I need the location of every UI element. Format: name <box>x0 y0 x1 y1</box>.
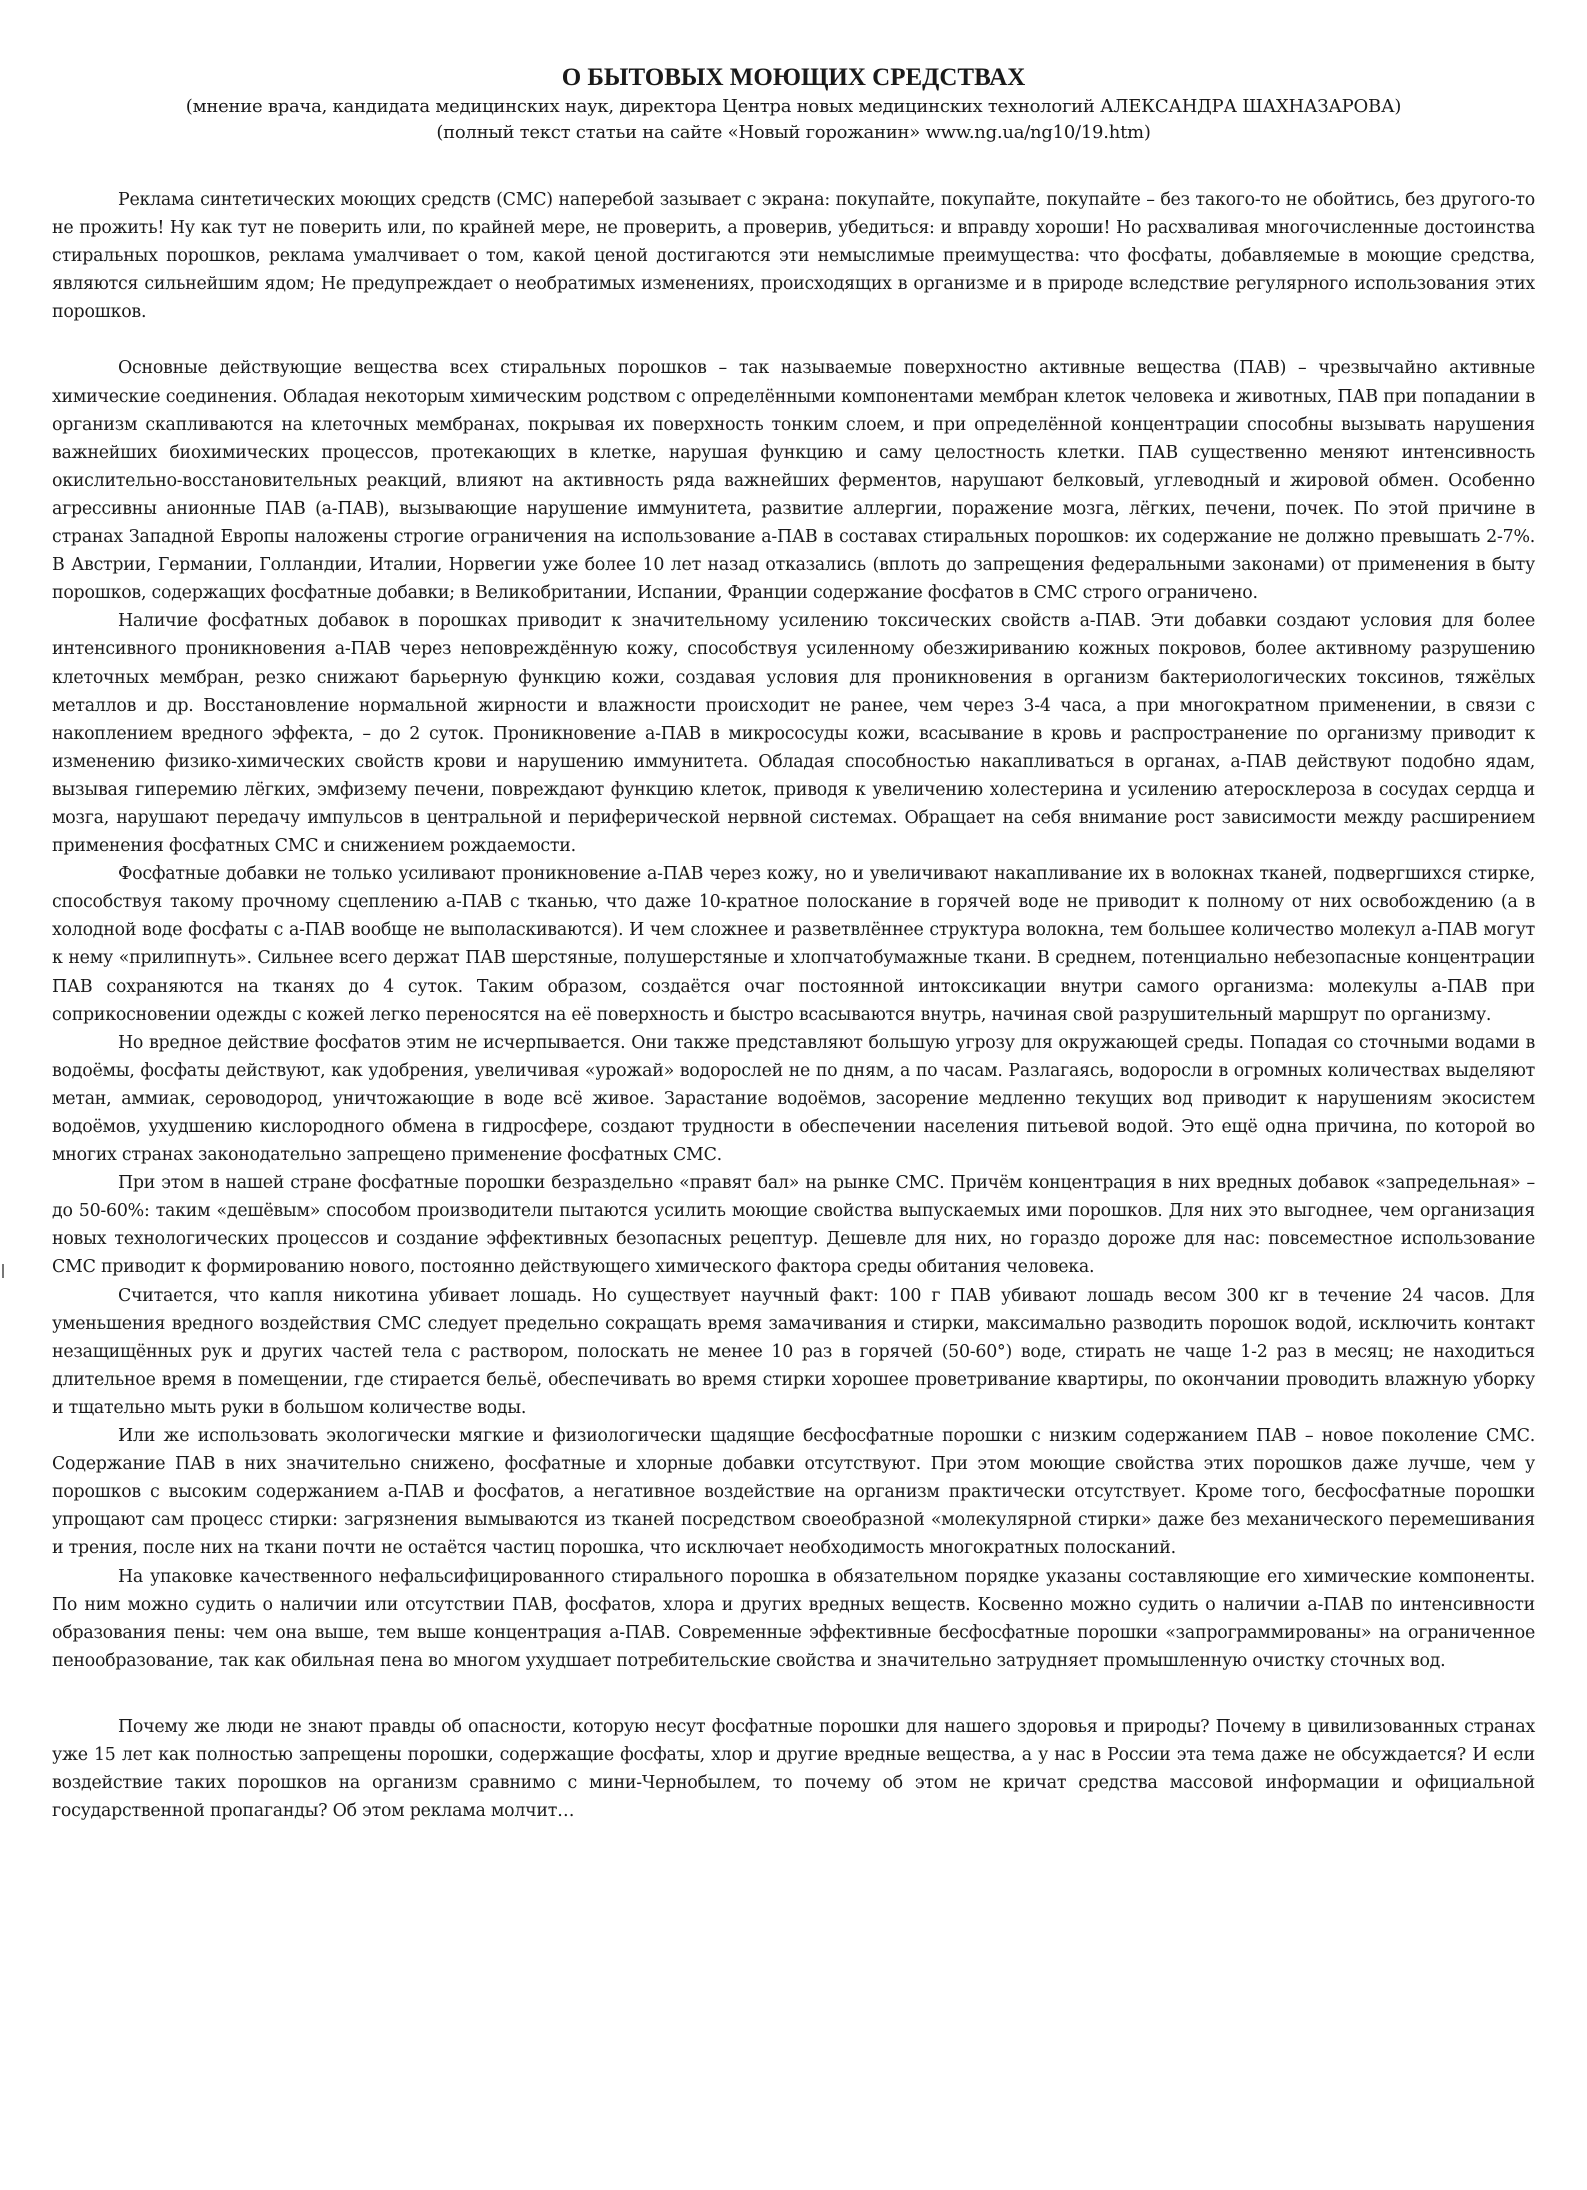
paragraph-9: На упаковке качественного нефальсифицированного стирального порошка в обязательном порядке указаны составляющие его химические компоненты. По ним можно судить о наличии или отсутствии ПАВ, фосфатов, хлора и других вредных веществ. Косвенно можно судить о наличии а-ПАВ по интенсивности образования пены: чем она выше, тем выше концентрация а-ПАВ. Современные эффективные бесфосфатные порошки «запрограммированы» на ограниченное пенообразование, так как обильная пена во многом ухудшает потребительские свойства и значительно затрудняет промышленную очистку сточных вод. <box>52 1566 1535 1671</box>
article-body <box>52 186 1535 1825</box>
scan-edge-mark <box>2 1264 4 1278</box>
paragraph-5: Но вредное действие фосфатов этим не исчерпывается. Они также представляют большую угрозу для окружающей среды. Попадая со сточными водами в водоёмы, фосфаты действуют, как удобрения, увеличивая «урожай» водорослей не по дням, а по часам. Разлагаясь, водоросли в огромных количествах выделяют метан, аммиак, сероводород, уничтожающие в воде всё живое. Зарастание водоёмов, засорение медленно текущих вод приводит к нарушениям экосистем водоёмов, ухудшению кислородного обмена в гидросфере, создают трудности в обеспечении населения питьевой водой. Это ещё одна причина, по которой во многих странах законодательно запрещено применение фосфатных СМС. <box>52 1032 1535 1166</box>
paragraph-2: Основные действующие вещества всех стиральных порошков – так называемые поверхностно активные вещества (ПАВ) – чрезвычайно активные химические соединения. Обладая некоторым химическим родством с определёнными компонентами мембран клеток человека и животных, ПАВ при попадании в организм скапливаются на клеточных мембранах, покрывая их поверхность тонким слоем, и при определённой концентрации способны вызывать нарушения важнейших биохимических процессов, протекающих в клетке, нарушая функцию и саму целостность клетки. ПАВ существенно меняют интенсивность окислительно-восстановительных реакций, влияют на активность ряда важнейших ферментов, нарушают белковый, углеводный и жировой обмен. Особенно агрессивны анионные ПАВ (а-ПАВ), вызывающие нарушение иммунитета, развитие аллергии, поражение мозга, лёгких, печени, почек. По этой причине в странах Западной Европы наложены строгие ограничения на использование а-ПАВ в составах стиральных порошков: их содержание не должно превышать 2-7%. В Австрии, Германии, Голландии, Италии, Норвегии уже более 10 лет назад отказались (вплоть до запрещения федеральными законами) от применения в быту порошков, содержащих фосфатные добавки; в Великобритании, Испании, Франции содержание фосфатов в СМС строго ограничено. <box>52 358 1535 604</box>
document-page <box>52 62 1535 1825</box>
paragraph-8: Или же использовать экологически мягкие и физиологически щадящие бесфосфатные порошки с низким содержанием ПАВ – новое поколение СМС. Содержание ПАВ в них значительно снижено, фосфатные и хлорные добавки отсутствуют. При этом моющие свойства этих порошков даже лучше, чем у порошков с высоким содержанием а-ПАВ и фосфатов, а негативное воздействие на организм практически отсутствует. Кроме того, бесфосфатные порошки упрощают сам процесс стирки: загрязнения вымываются из тканей посредством своеобразной «молекулярной стирки» даже без механического перемешивания и трения, после них на ткани почти не остаётся частиц порошка, что исключает необходимость многократных полосканий. <box>52 1426 1535 1559</box>
paragraph-4: Фосфатные добавки не только усиливают проникновение а-ПАВ через кожу, но и увеличивают накапливание их в волокнах тканей, подвергшихся стирке, способствуя такому прочному сцеплению а-ПАВ с тканью, что даже 10-кратное полоскание в горячей воде не приводит к полному от них освобождению (а в холодной воде фосфаты с а-ПАВ вообще не выполаскиваются). И чем сложнее и разветвлённее структура волокна, тем большее количество молекул а-ПАВ могут к нему «прилипнуть». Сильнее всего держат ПАВ шерстяные, полушерстяные и хлопчатобумажные ткани. В среднем, потенциально небезопасные концентрации ПАВ сохраняются на тканях до 4 суток. Таким образом, создаётся очаг постоянной интоксикации внутри самого организма: молекулы а-ПАВ при соприкосновении одежды с кожей легко переносятся на её поверхность и быстро всасываются внутрь, начиная свой разрушительный маршрут по организму. <box>52 864 1535 1025</box>
paragraph-3: Наличие фосфатных добавок в порошках приводит к значительному усилению токсических свойств а-ПАВ. Эти добавки создают условия для более интенсивного проникновения а-ПАВ через неповреждённую кожу, способствуя усиленному обезжириванию кожных покровов, более активному разрушению клеточных мембран, резко снижают барьерную функцию кожи, создавая условия для проникновения в организм бактериологических токсинов, тяжёлых металлов и др. Восстановление нормальной жирности и влажности происходит не ранее, чем через 3-4 часа, а при многократном применении, в связи с накоплением вредного эффекта, – до 2 суток. Проникновение а-ПАВ в микрососуды кожи, всасывание в кровь и распространение по организму приводит к изменению физико-химических свойств крови и нарушению иммунитета. Обладая способностью накапливаться в органах, а-ПАВ действуют подобно ядам, вызывая гиперемию лёгких, эмфизему печени, повреждают функцию клеток, приводя к увеличению холестерина и усилению атеросклероза в сосудах сердца и мозга, нарушают передачу импульсов в центральной и периферической нервной системах. Обращает на себя внимание рост зависимости между расширением применения фосфатных СМС и снижением рождаемости. <box>52 611 1535 857</box>
paragraph-7: Считается, что капля никотина убивает лошадь. Но существует научный факт: 100 г ПАВ убивают лошадь весом 300 кг в течение 24 часов. Для уменьшения вредного воздействия СМС следует предельно сокращать время замачивания и стирки, максимально разводить порошок водой, исключить контакт незащищённых рук и других частей тела с раствором, полоскать не менее 10 раз в горячей (50-60°) воде, стирать не чаще 1-2 раз в месяц; не находиться длительное время в помещении, где стирается бельё, обеспечивать во время стирки хорошее проветривание квартиры, по окончании проводить влажную уборку и тщательно мыть руки в большом количестве воды. <box>52 1285 1535 1418</box>
article-source-note: (полный текст статьи на сайте «Новый горожанин» www.ng.ua/ng10/19.htm) <box>436 122 1151 143</box>
paragraph-1: Реклама синтетических моющих средств (СМС) наперебой зазывает с экрана: покупайте, покупайте, покупайте – без такого-то не обойтись, без другого-то не прожить! Ну как тут не поверить или, по крайней мере, не проверить, а проверив, убедиться: и вправду хороши! Но расхваливая многочисленные достоинства стиральных порошков, реклама умалчивает о том, какой ценой достигаются эти немыслимые преимущества: что фосфаты, добавляемые в моющие средства, являются сильнейшим ядом; Не предупреждает о необратимых изменениях, происходящих в организме и в природе вследствие регулярного использования этих порошков. <box>52 190 1535 323</box>
article-title: О БЫТОВЫХ МОЮЩИХ СРЕДСТВАХ <box>561 64 1026 91</box>
article-author-note: (мнение врача, кандидата медицинских наук, директора Центра новых медицинских технологий АЛЕКСАНДРА ШАХНАЗАРОВА) <box>185 96 1402 117</box>
paragraph-10: Почему же люди не знают правды об опасности, которую несут фосфатные порошки для нашего здоровья и природы? Почему в цивилизованных странах уже 15 лет как полностью запрещены порошки, содержащие фосфаты, хлор и другие вредные вещества, а у нас в России эта тема даже не обсуждается? И если воздействие таких порошков на организм сравнимо с мини-Чернобылем, то почему об этом не кричат средства массовой информации и официальной государственной пропаганды? Об этом реклама молчит… <box>52 1716 1535 1822</box>
paragraph-6: При этом в нашей стране фосфатные порошки безраздельно «правят бал» на рынке СМС. Причём концентрация в них вредных добавок «запредельная» – до 50-60%: таким «дешёвым» способом производители пытаются усилить моющие свойства выпускаемых ими порошков. Для них это выгоднее, чем организация новых технологических процессов и создание эффективных безопасных рецептур. Дешевле для них, но гораздо дороже для нас: повсеместное использование СМС приводит к формированию нового, постоянно действующего химического фактора среды обитания человека. <box>52 1173 1535 1278</box>
